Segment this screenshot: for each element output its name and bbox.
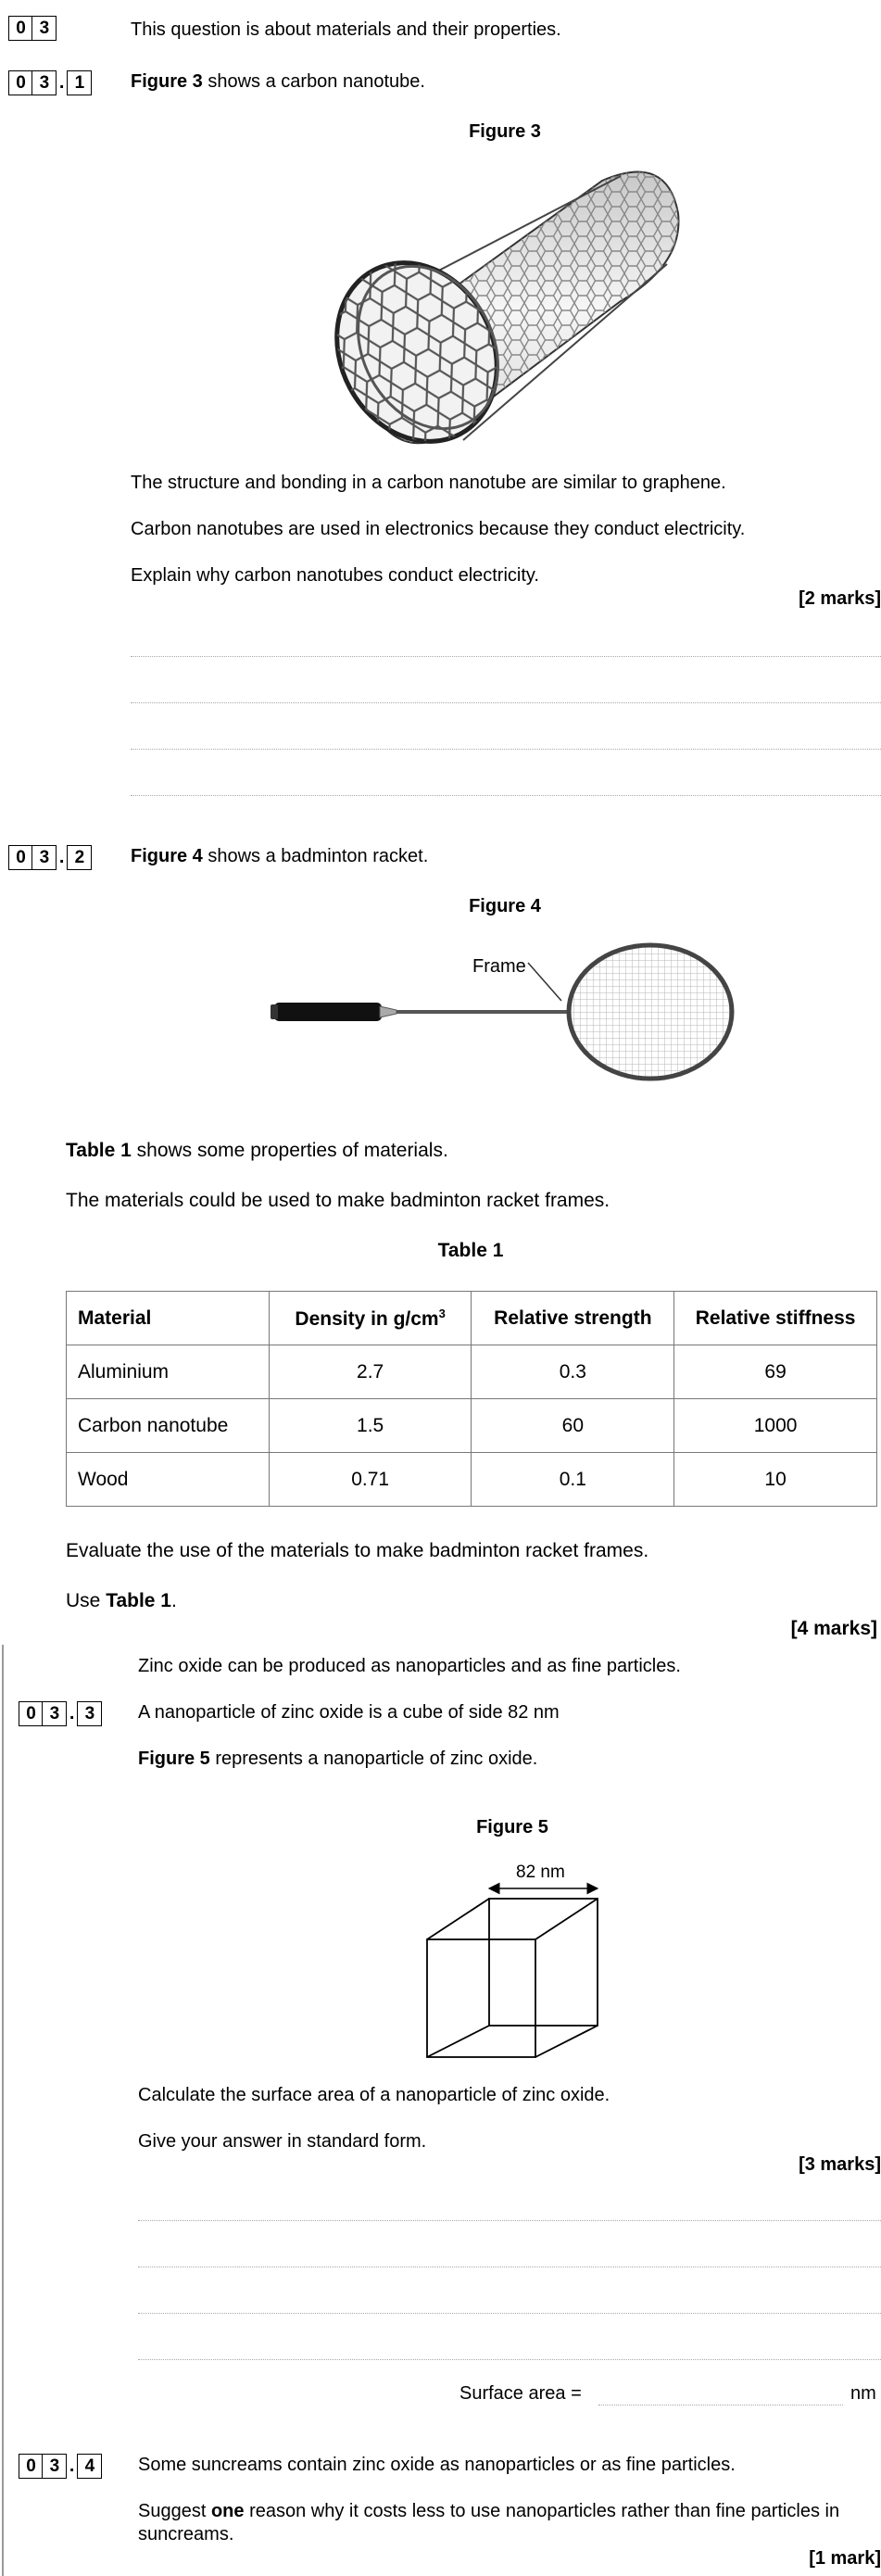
- table-cell: 0.3: [472, 1345, 674, 1399]
- zinc-oxide-cube-figure: [417, 1853, 611, 2066]
- question-digit: 0: [19, 1701, 44, 1726]
- question-number-03-1: 0 3 . 1: [8, 70, 91, 95]
- figure-4-lead: Figure 4 shows a badminton racket.: [131, 846, 429, 866]
- question-digit: 3: [31, 70, 57, 95]
- figure-3-title: Figure 3: [469, 121, 541, 142]
- materials-table: [66, 1291, 877, 1507]
- table-cell: 69: [674, 1345, 877, 1399]
- answer-field[interactable]: [598, 2405, 843, 2406]
- question-digit: 4: [77, 2454, 102, 2479]
- frame-label: Frame: [472, 956, 526, 977]
- table-cell: 1000: [674, 1399, 877, 1453]
- answer-line[interactable]: [138, 2359, 881, 2360]
- answer-line[interactable]: [131, 749, 881, 750]
- figure-4-title: Figure 4: [469, 896, 541, 916]
- answer-line[interactable]: [138, 2220, 881, 2221]
- table-cell: 1.5: [269, 1399, 472, 1453]
- question-digit: 2: [67, 845, 92, 870]
- table-row: [67, 1399, 877, 1453]
- question-number-03-4: 0 3 . 4: [19, 2454, 101, 2479]
- answer-line[interactable]: [131, 795, 881, 796]
- table-header-row: [67, 1292, 877, 1345]
- question-digit: 3: [42, 2454, 67, 2479]
- question-digit: 3: [42, 1701, 67, 1726]
- question-intro: This question is about materials and their properties.: [131, 19, 561, 40]
- table-cell: Wood: [67, 1453, 270, 1507]
- table-cell: 2.7: [269, 1345, 472, 1399]
- answer-unit: nm: [850, 2383, 876, 2404]
- paragraph: The structure and bonding in a carbon nanotube are similar to graphene.: [131, 473, 726, 493]
- paragraph: Zinc oxide can be produced as nanoparticles and as fine particles.: [138, 1656, 681, 1676]
- table-1-lead: Table 1 shows some properties of materials.: [66, 1140, 448, 1161]
- column-header: Relative strength: [472, 1292, 674, 1345]
- question-prompt-continued: suncreams.: [138, 2524, 234, 2544]
- margin-rule: [2, 1645, 4, 2576]
- marks-label: [4 marks]: [790, 1618, 877, 1639]
- question-digit: 3: [77, 1701, 102, 1726]
- marks-label: [1 mark]: [809, 2548, 881, 2569]
- table-cell: 60: [472, 1399, 674, 1453]
- marks-label: [2 marks]: [799, 588, 881, 609]
- table-1-title: Table 1: [437, 1240, 504, 1261]
- question-prompt: Suggest one reason why it costs less to use nanoparticles rather than fine particles in: [138, 2501, 840, 2521]
- table-cell: Carbon nanotube: [67, 1399, 270, 1453]
- table-cell: Aluminium: [67, 1345, 270, 1399]
- table-row: [67, 1345, 877, 1399]
- question-digit: 0: [8, 70, 33, 95]
- question-number-03-2: 0 3 . 2: [8, 845, 91, 870]
- question-digit: 1: [67, 70, 92, 95]
- answer-line[interactable]: [138, 2313, 881, 2314]
- table-cell: 10: [674, 1453, 877, 1507]
- question-digit: 0: [19, 2454, 44, 2479]
- answer-label: Surface area =: [459, 2383, 582, 2404]
- paragraph: The materials could be used to make badminton racket frames.: [66, 1190, 610, 1211]
- figure-5-title: Figure 5: [476, 1817, 548, 1837]
- question-prompt: Calculate the surface area of a nanoparticle of zinc oxide.: [138, 2085, 610, 2105]
- carbon-nanotube-figure: [324, 162, 686, 449]
- answer-line[interactable]: [131, 702, 881, 703]
- column-header: Density in $g/cm^3$: [269, 1292, 472, 1345]
- use-table-instruction: Use Table 1.: [66, 1590, 177, 1611]
- figure-3-lead: Figure 3 shows a carbon nanotube.: [131, 71, 425, 92]
- question-digit: 3: [31, 845, 57, 870]
- question-digit: 0: [8, 845, 33, 870]
- paragraph: A nanoparticle of zinc oxide is a cube of side 82 nm: [138, 1702, 560, 1723]
- question-prompt: Evaluate the use of the materials to make badminton racket frames.: [66, 1540, 649, 1561]
- column-header: Material: [67, 1292, 270, 1345]
- table-cell: 0.1: [472, 1453, 674, 1507]
- answer-line[interactable]: [131, 656, 881, 657]
- paragraph: Some suncreams contain zinc oxide as nanoparticles or as fine particles.: [138, 2455, 736, 2475]
- marks-label: [3 marks]: [799, 2154, 881, 2175]
- question-digit: 0: [8, 16, 33, 41]
- table-row: [67, 1453, 877, 1507]
- question-prompt: Explain why carbon nanotubes conduct electricity.: [131, 565, 539, 586]
- figure-5-lead: Figure 5 represents a nanoparticle of zinc oxide.: [138, 1749, 538, 1769]
- question-digit: 3: [31, 16, 57, 41]
- paragraph: Carbon nanotubes are used in electronics because they conduct electricity.: [131, 519, 746, 539]
- column-header: Relative stiffness: [674, 1292, 877, 1345]
- paragraph: Give your answer in standard form.: [138, 2131, 427, 2152]
- question-number-03-3: 0 3 . 3: [19, 1701, 101, 1726]
- question-number-03: [8, 16, 56, 41]
- table-cell: 0.71: [269, 1453, 472, 1507]
- dimension-label: 82 nm: [516, 1863, 565, 1882]
